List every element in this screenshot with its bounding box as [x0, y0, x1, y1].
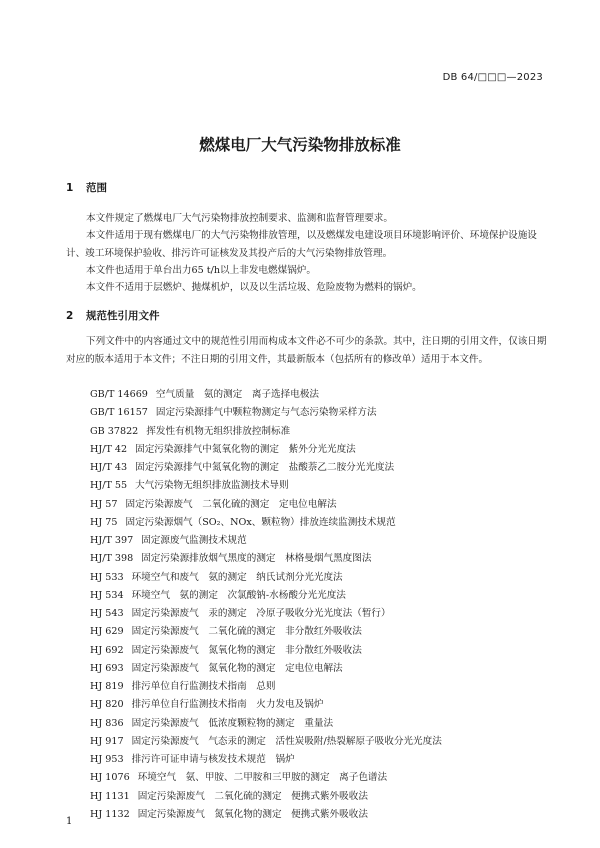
- reference-title: 固定源废气监测技术规范: [141, 535, 247, 546]
- reference-title: 固定污染源废气 氮氧化物的测定 定电位电解法: [131, 662, 343, 674]
- reference-code: HJ 75: [90, 516, 118, 528]
- reference-item: [90, 459, 550, 477]
- reference-item: [90, 605, 550, 623]
- reference-item: [90, 751, 550, 769]
- reference-code: HJ 1132: [90, 808, 130, 820]
- reference-code: GB/T 14669: [90, 389, 148, 400]
- reference-code: HJ/T 398: [90, 553, 134, 565]
- reference-item: [90, 514, 550, 532]
- reference-code: HJ 57: [90, 498, 118, 510]
- reference-item: [90, 404, 550, 422]
- reference-item: [90, 569, 550, 587]
- section-2-heading: [66, 308, 160, 323]
- reference-item: [90, 715, 550, 733]
- section-1-paragraph: 本文件规定了燃煤电厂大气污染物排放控制要求、监测和监督管理要求。: [86, 213, 393, 224]
- reference-list: [90, 386, 550, 824]
- reference-code: HJ 533: [90, 571, 124, 583]
- reference-item: [90, 678, 550, 696]
- reference-item: [90, 806, 550, 824]
- reference-title: 环境空气 氨的测定 次氯酸钠-水杨酸分光光度法: [131, 589, 346, 601]
- reference-code: HJ 836: [90, 717, 124, 729]
- reference-item: [90, 788, 550, 806]
- section-1-heading: [66, 180, 107, 195]
- reference-title: 固定污染源废气 氮氧化物的测定 非分散红外吸收法: [131, 644, 362, 656]
- reference-code: GB 37822: [90, 425, 139, 437]
- page-number: 1: [66, 816, 73, 827]
- section-1-number: 1: [66, 182, 74, 194]
- reference-item: [90, 587, 550, 605]
- reference-code: HJ 820: [90, 699, 124, 711]
- reference-code: HJ 1076: [90, 772, 130, 784]
- reference-item: [90, 733, 550, 751]
- reference-title: 环境空气 氨、甲胺、二甲胺和三甲胺的测定 离子色谱法: [137, 772, 388, 784]
- reference-title: 固定污染源废气 二氧化硫的测定 非分散红外吸收法: [131, 626, 362, 638]
- reference-item: [90, 642, 550, 660]
- section-1-paragraph: 本文件也适用于单台出力65 t/h以上非发电燃煤锅炉。: [86, 265, 316, 276]
- reference-code: HJ 819: [90, 681, 124, 692]
- reference-item: [90, 496, 550, 514]
- reference-title: 排污许可证申请与核发技术规范 锅炉: [131, 754, 295, 765]
- reference-code: GB/T 16157: [90, 407, 148, 419]
- reference-item: [90, 550, 550, 568]
- reference-code: HJ 692: [90, 644, 124, 656]
- reference-item: [90, 660, 550, 678]
- reference-title: 固定污染源废气 氮氧化物的测定 便携式紫外吸收法: [137, 808, 368, 820]
- reference-title: 排污单位自行监测技术指南 火力发电及锅炉: [131, 699, 324, 711]
- reference-code: HJ 917: [90, 735, 124, 747]
- reference-title: 固定污染源排放烟气黑度的测定 林格曼烟气黑度图法: [141, 553, 372, 565]
- reference-code: HJ/T 397: [90, 535, 134, 546]
- reference-title: 固定污染源废气 气态汞的测定 活性炭吸附/热裂解原子吸收分光光度法: [131, 735, 442, 747]
- reference-code: HJ 534: [90, 589, 124, 601]
- reference-title: 排污单位自行监测技术指南 总则: [131, 681, 276, 692]
- reference-title: 固定污染源烟气（SO₂、NOx、颗粒物）排放连续监测技术规范: [125, 516, 396, 528]
- reference-title: 固定污染源排气中氮氧化物的测定 紫外分光光度法: [135, 443, 356, 455]
- reference-title: 固定污染源废气 低浓度颗粒物的测定 重量法: [131, 717, 334, 729]
- section-1-title: 范围: [86, 182, 107, 194]
- reference-item: [90, 386, 550, 404]
- reference-code: HJ 693: [90, 662, 124, 674]
- reference-item: [90, 696, 550, 714]
- reference-code: HJ 629: [90, 626, 124, 638]
- reference-title: 大气污染物无组织排放监测技术导则: [135, 480, 289, 492]
- reference-title: 挥发性有机物无组织排放控制标准: [146, 425, 291, 437]
- reference-item: [90, 769, 550, 787]
- reference-item: [90, 532, 550, 550]
- section-2-intro: 下列文件中的内容通过文中的规范性引用而构成本文件必不可少的条款。其中，注日期的引用文件，仅该日期对应的版本适用于本文件；不注日期的引用文件，其最新版本（包括所有的修改单）适用于本文件。: [66, 336, 547, 365]
- reference-title: 固定污染源排气中氮氧化物的测定 盐酸萘乙二胺分光光度法: [135, 462, 395, 473]
- document-code: DB 64/□□□—2023: [442, 72, 543, 83]
- reference-title: 固定污染源废气 二氧化硫的测定 定电位电解法: [125, 498, 337, 510]
- section-1-paragraph: 本文件不适用于层燃炉、抛煤机炉，以及以生活垃圾、危险废物为燃料的锅炉。: [86, 282, 422, 293]
- reference-code: HJ/T 42: [90, 443, 128, 455]
- reference-title: 环境空气和废气 氨的测定 纳氏试剂分光光度法: [131, 571, 343, 583]
- reference-code: HJ/T 43: [90, 462, 128, 473]
- reference-item: [90, 623, 550, 641]
- reference-code: HJ/T 55: [90, 480, 128, 492]
- reference-title: 固定污染源排气中颗粒物测定与气态污染物采样方法: [155, 407, 377, 419]
- reference-item: [90, 423, 550, 441]
- section-2-title: 规范性引用文件: [86, 310, 160, 322]
- reference-code: HJ 1131: [90, 790, 130, 802]
- reference-title: 固定污染源废气 汞的测定 冷原子吸收分光光度法（暂行）: [131, 608, 391, 619]
- document-title: 燃煤电厂大气污染物排放标准: [199, 136, 401, 154]
- reference-title: 固定污染源废气 二氧化硫的测定 便携式紫外吸收法: [137, 790, 368, 802]
- section-1-paragraph: 本文件适用于现有燃煤电厂的大气污染物排放管理，以及燃煤发电建设项目环境影响评价、环境保护设施设计、竣工环境保护验收、排污许可证核发及其投产后的大气污染物排放管理。: [66, 230, 537, 259]
- reference-code: HJ 953: [90, 754, 124, 765]
- reference-item: [90, 441, 550, 459]
- section-2-number: 2: [66, 310, 74, 322]
- reference-code: HJ 543: [90, 608, 124, 619]
- reference-title: 空气质量 氨的测定 离子选择电极法: [155, 389, 320, 400]
- reference-item: [90, 477, 550, 495]
